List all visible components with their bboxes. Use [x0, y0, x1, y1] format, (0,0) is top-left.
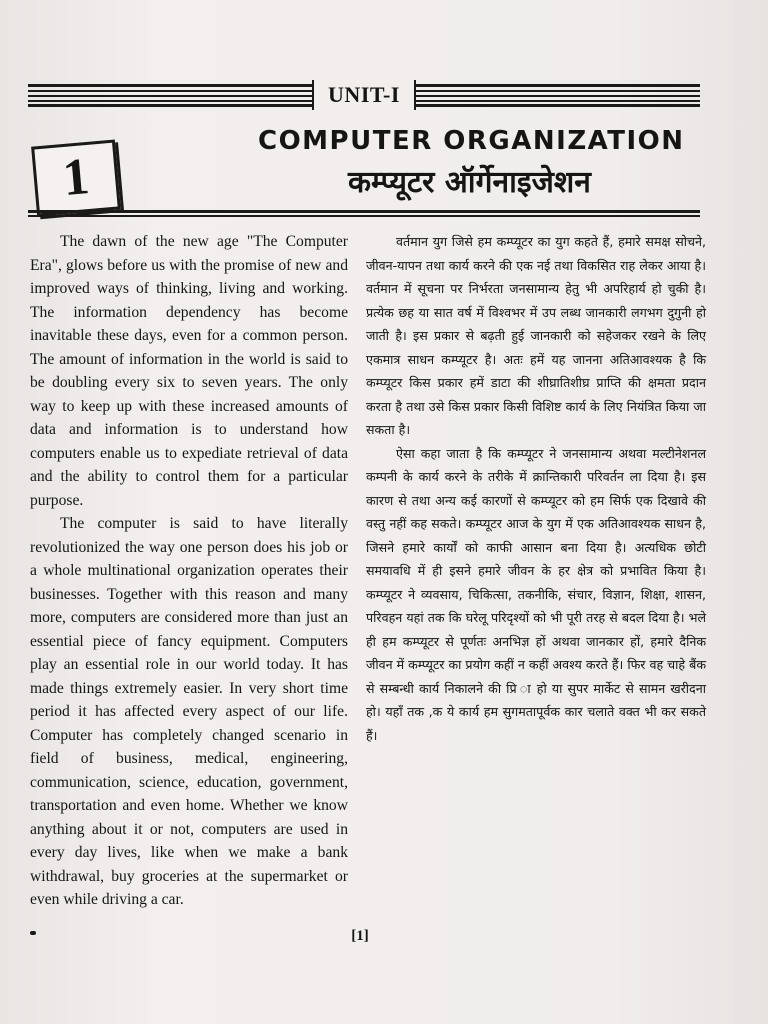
title-underline-rule	[28, 215, 700, 217]
hindi-paragraph-1: वर्तमान युग जिसे हम कम्प्यूटर का युग कहते हैं, हमारे समक्ष सोचने, जीवन-यापन तथा कार्य करने की एक नई तथा विकसित राह लेकर आया है। वर्तमान में सूचना पर निर्भरता जनसामान्य हेतु भी अपरिहार्य हो चुकी है। प्रत्येक छह या सात वर्ष में विश्वभर में उप लब्ध जानकारी लगभग दुगुनी हो जाती है। इस प्रकार से बढ़ती हुई जानकारी को सहेजकर रखने के लिए एकमात्र साधन कम्प्यूटर है। अतः हमें यह जानना अतिआवश्यक है कि कम्प्यूटर किस प्रकार हमें डाटा की शीघ्रातिशीघ्र प्राप्ति की क्षमता प्रदान करता है तथा उसे किस प्रकार किसी विशिष्ट कार्य के लिए नियंत्रित किया जा सकता है।	[366, 234, 706, 437]
english-paragraph-2: The computer is said to have literally revolutionized the way one person does his job or a whole multinational organization operates their businesses. Together with this reason and many more, computers are considered more than just an essential piece of fancy equipment. Computers play an essential role in our world today. It has made things extremely easier. In very short time period it has affected every aspect of our life. Computer has completely changed scenario in field of business, medical, engineering, communication, science, education, government, transportation and even home. Whether we know anything about it or not, computers are used in every day lives, like when we make a bank withdrawal, buy groceries at the supermarket or even while driving a car.	[30, 515, 348, 908]
hindi-paragraph-2: ऐसा कहा जाता है कि कम्प्यूटर ने जनसामान्य अथवा मल्टीनेशनल कम्पनी के कार्य करने के तरीके में क्रान्तिकारी परिवर्तन ला दिया है। इस कारण से तथा अन्य कई कारणों से कम्प्यूटर को हम सिर्फ एक दिखावे की वस्तु नहीं कह सकते। कम्प्यूटर आज के युग में एक अतिआवश्यक साधन है, जिसने हमारे कार्यों को काफी आसान बना दिया है। अत्यधिक छोटी समयावधि में ही इसने हमारे जीवन के हर क्षेत्र को प्रभावित किया है। कम्प्यूटर ने व्यवसाय, चिकित्सा, तकनीकि, संचार, विज्ञान, शिक्षा, शासन, परिवहन यहां तक कि घरेलू परिदृश्यों को भी पूरी तरह से बदल दिया है। भले ही हम कम्प्यूटर से पूर्णतः अनभिज्ञ हों अथवा जानकार हों, हमारे दैनिक जीवन में कम्प्यूटर का प्रयोग कहीं न कहीं अवश्य करते हैं। फिर वह चाहे बैंक से सम्बन्धी कार्य निकालने की प्रि ा हो या सुपर मार्केट से सामन खरीदना हो। यहाँ तक ,क ये कार्य हम सुगमतापूर्वक कार चलाते वक्त भी कर सकते हैं।	[366, 445, 706, 743]
chapter-title-english: COMPUTER ORGANIZATION	[258, 126, 685, 156]
english-column	[30, 230, 348, 912]
ink-mark	[30, 931, 36, 935]
title-underline-rule	[28, 210, 700, 213]
hindi-column	[366, 230, 706, 747]
page-number: [1]	[351, 928, 369, 944]
chapter-number: 1	[60, 147, 92, 208]
chapter-number-box	[31, 139, 121, 216]
english-paragraph-1: The dawn of the new age "The Computer Era", glows before us with the promise of new and improved ways of thinking, living and working. The information dependency has become inavitable these days, even for a common person. The amount of information in the world is said to be doubling every six to seven years. The only way to keep up with these increased amounts of data and information is to understand how computers enable us to expediate retrieval of data and the ability to control them for a particular purpose.	[30, 233, 348, 509]
chapter-title-hindi: कम्प्यूटर ऑर्गेनाइजेशन	[348, 165, 591, 200]
unit-label: UNIT-I	[312, 80, 416, 110]
